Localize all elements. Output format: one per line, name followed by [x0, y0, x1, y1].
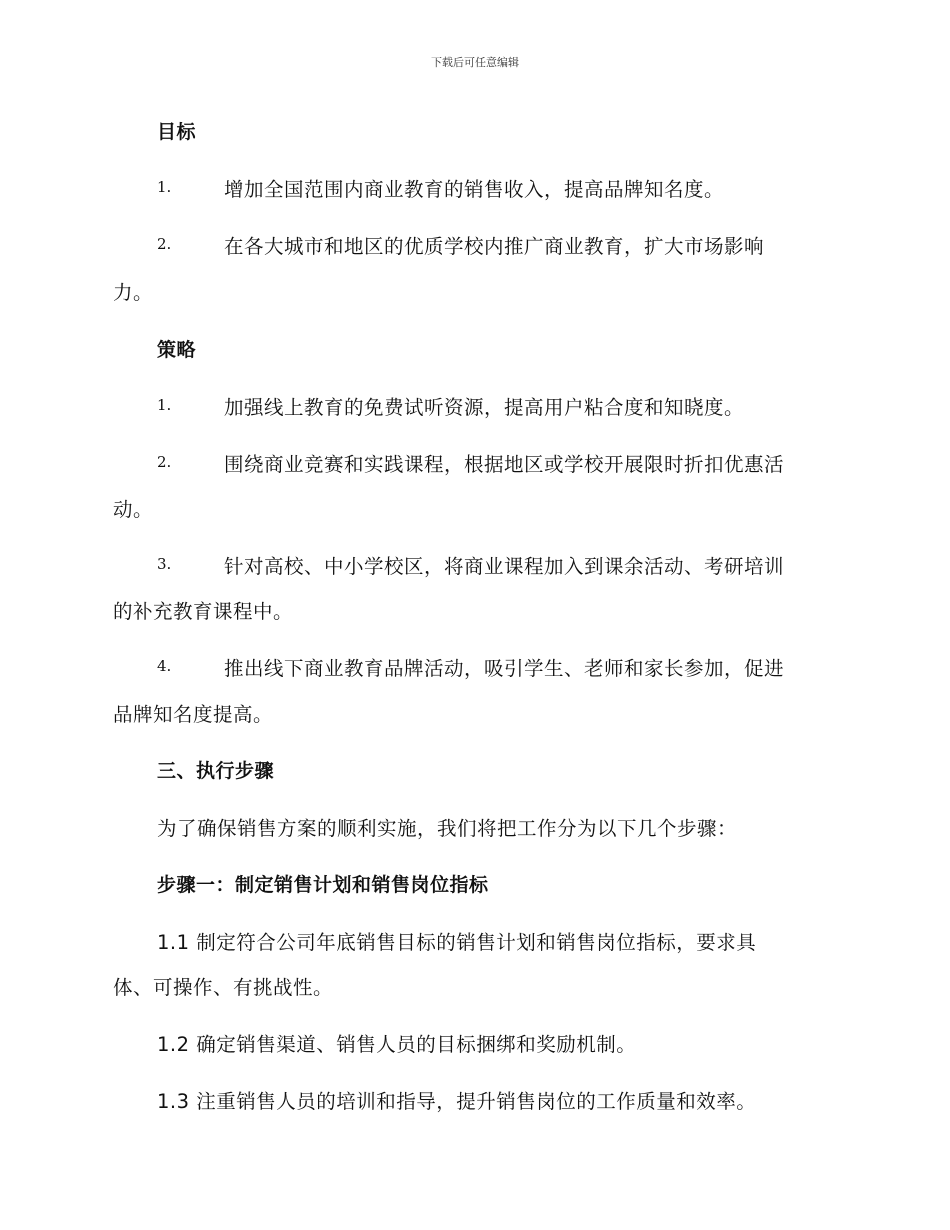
strategy-item-3-number: 3.	[157, 555, 172, 573]
step1-item-1-continuation: 体、可操作、有挑战性。	[113, 976, 334, 999]
strategy-item-4-number: 4.	[157, 657, 172, 675]
goal-item-2-number: 2.	[157, 235, 172, 253]
strategy-item-3-text: 针对高校、中小学校区，将商业课程加入到课余活动、考研培训	[224, 555, 785, 578]
strategy-item-4-text: 推出线下商业教育品牌活动，吸引学生、老师和家长参加，促进	[224, 657, 785, 680]
execution-intro: 为了确保销售方案的顺利实施，我们将把工作分为以下几个步骤：	[157, 817, 738, 840]
goals-heading: 目标	[157, 121, 197, 143]
strategy-item-4-continuation: 品牌知名度提高。	[113, 703, 274, 726]
strategy-heading: 策略	[157, 339, 197, 361]
strategy-item-3-continuation: 的补充教育课程中。	[113, 600, 294, 623]
execution-heading: 三、执行步骤	[157, 760, 275, 782]
step1-heading: 步骤一：制定销售计划和销售岗位指标	[157, 874, 489, 896]
strategy-item-2-number: 2.	[157, 453, 172, 471]
goal-item-1-number: 1.	[157, 178, 172, 196]
strategy-item-2-text: 围绕商业竞赛和实践课程，根据地区或学校开展限时折扣优惠活	[224, 453, 785, 476]
step1-item-1-text: 1.1 制定符合公司年底销售目标的销售计划和销售岗位指标，要求具	[157, 931, 757, 954]
step1-item-3-text: 1.3 注重销售人员的培训和指导，提升销售岗位的工作质量和效率。	[157, 1090, 757, 1113]
goal-item-2-continuation: 力。	[113, 281, 154, 304]
goal-item-2-text: 在各大城市和地区的优质学校内推广商业教育，扩大市场影响	[224, 235, 765, 258]
strategy-item-1-number: 1.	[157, 396, 172, 414]
header-note: 下载后可任意编辑	[431, 56, 519, 69]
strategy-item-1-text: 加强线上教育的免费试听资源，提高用户粘合度和知晓度。	[224, 396, 745, 419]
step1-item-2-text: 1.2 确定销售渠道、销售人员的目标捆绑和奖励机制。	[157, 1033, 637, 1056]
strategy-item-2-continuation: 动。	[113, 498, 154, 521]
goal-item-1-text: 增加全国范围内商业教育的销售收入，提高品牌知名度。	[224, 178, 725, 201]
